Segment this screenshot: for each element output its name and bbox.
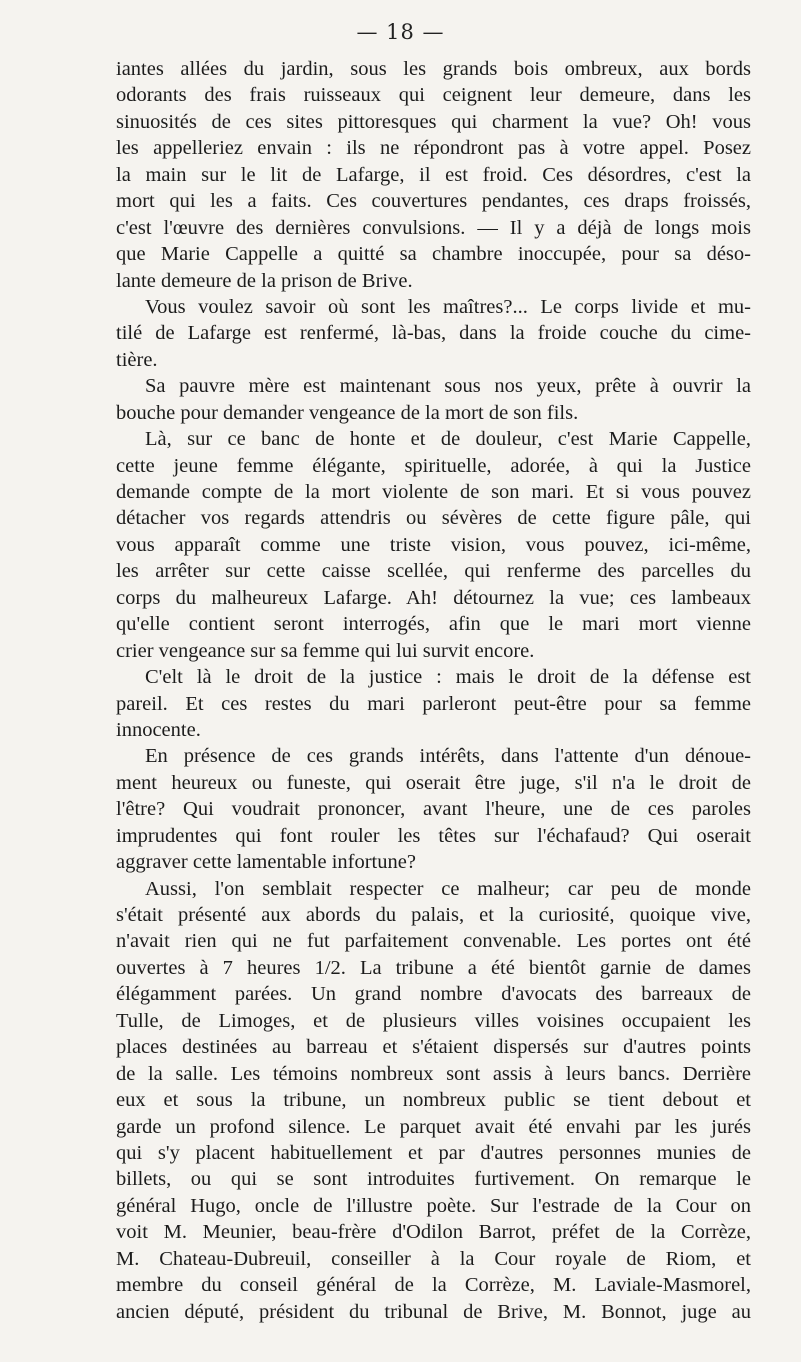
- text-line: M. Chateau-Dubreuil, conseiller à la Cour royale de Riom, et: [116, 1247, 751, 1270]
- text-line: ouvertes à 7 heures 1/2. La tribune a été bientôt garnie de dames: [116, 956, 751, 979]
- text-line: qu'elle contient seront interrogés, afin que le mari mort vienne: [116, 613, 751, 636]
- page-number: — 18 —: [356, 20, 445, 44]
- text-line: lante demeure de la prison de Brive.: [116, 269, 413, 292]
- text-line: innocente.: [116, 718, 201, 741]
- text-line: ancien député, président du tribunal de Brive, M. Bonnot, juge au: [116, 1300, 751, 1323]
- text-line: tière.: [116, 348, 158, 371]
- text-line: eux et sous la tribune, un nombreux public se tient debout et: [116, 1089, 751, 1112]
- text-line: qui s'y placent habituellement et par d'autres personnes munies de: [116, 1141, 751, 1164]
- text-line: détacher vos regards attendris ou sévères de cette figure pâle, qui: [116, 507, 751, 530]
- text-line: ment heureux ou funeste, qui oserait être juge, s'il n'a le droit de: [116, 771, 751, 794]
- text-line: demande compte de la mort violente de son mari. Et si vous pouvez: [116, 481, 751, 503]
- text-line: la main sur le lit de Lafarge, il est froid. Ces désordres, c'est la: [116, 163, 751, 186]
- text-line: aggraver cette lamentable infortune?: [116, 851, 416, 874]
- text-line: imprudentes qui font rouler les têtes sur l'échafaud? Qui oserait: [116, 824, 751, 847]
- text-line: général Hugo, oncle de l'illustre poète. Sur l'estrade de la Cour on: [116, 1194, 751, 1217]
- text-line: bouche pour demander vengeance de la mort de son fils.: [116, 401, 579, 424]
- text-line: billets, ou qui se sont introduites furtivement. On remarque le: [116, 1168, 751, 1191]
- text-line: pareil. Et ces restes du mari parleront peut-être pour sa femme: [116, 692, 751, 715]
- text-line: Là, sur ce banc de honte et de douleur, c'est Marie Cappelle,: [145, 428, 751, 451]
- text-line: Sa pauvre mère est maintenant sous nos yeux, prête à ouvrir la: [145, 375, 751, 398]
- text-line: Tulle, de Limoges, et de plusieurs villes voisines occupaient les: [116, 1009, 751, 1032]
- text-line: C'elt là le droit de la justice : mais le droit de la défense est: [145, 666, 751, 689]
- text-line: l'être? Qui voudrait prononcer, avant l'heure, une de ces paroles: [116, 798, 751, 821]
- text-line: n'avait rien qui ne fut parfaitement convenable. Les portes ont été: [116, 930, 751, 953]
- text-line: vous apparaît comme une triste vision, vous pouvez, ici-même,: [116, 533, 751, 556]
- text-line: sinuosités de ces sites pittoresques qui charment la vue? Oh! vous: [116, 110, 751, 133]
- text-line: places destinées au barreau et s'étaient dispersés sur d'autres points: [116, 1036, 751, 1059]
- text-line: de la salle. Les témoins nombreux sont assis à leurs bancs. Derrière: [116, 1062, 751, 1085]
- text-line: cette jeune femme élégante, spirituelle, adorée, à qui la Justice: [116, 454, 751, 477]
- text-line: En présence de ces grands intérêts, dans l'attente d'un dénoue-: [145, 745, 751, 768]
- text-line: c'est l'œuvre des dernières convulsions. — Il y a déjà de longs mois: [116, 216, 751, 239]
- text-line: élégamment parées. Un grand nombre d'avocats des barreaux de: [116, 983, 751, 1006]
- text-line: corps du malheureux Lafarge. Ah! détournez la vue; ces lambeaux: [116, 586, 751, 609]
- text-line: crier vengeance sur sa femme qui lui survit encore.: [116, 639, 535, 662]
- text-line: odorants des frais ruisseaux qui ceignent leur demeure, dans les: [116, 84, 751, 107]
- body-text: [116, 56, 751, 1325]
- text-line: les arrêter sur cette caisse scellée, qui renferme des parcelles du: [116, 560, 751, 583]
- text-line: iantes allées du jardin, sous les grands bois ombreux, aux bords: [116, 58, 751, 80]
- text-line: garde un profond silence. Le parquet avait été envahi par les jurés: [116, 1115, 751, 1138]
- text-line: les appelleriez envain : ils ne répondront pas à votre appel. Posez: [116, 137, 751, 160]
- text-line: Aussi, l'on semblait respecter ce malheur; car peu de monde: [145, 877, 751, 900]
- text-line: tilé de Lafarge est renfermé, là-bas, dans la froide couche du cime-: [116, 322, 751, 345]
- text-line: que Marie Cappelle a quitté sa chambre inoccupée, pour sa déso-: [116, 243, 751, 266]
- text-line: s'était présenté aux abords du palais, et la curiosité, quoique vive,: [116, 904, 751, 926]
- text-line: Vous voulez savoir où sont les maîtres?... Le corps livide et mu-: [145, 295, 751, 318]
- text-line: voit M. Meunier, beau-frère d'Odilon Barrot, préfet de la Corrèze,: [116, 1221, 751, 1244]
- text-line: membre du conseil général de la Corrèze, M. Laviale-Masmorel,: [116, 1274, 751, 1297]
- text-line: mort qui les a faits. Ces couvertures pendantes, ces draps froissés,: [116, 190, 751, 213]
